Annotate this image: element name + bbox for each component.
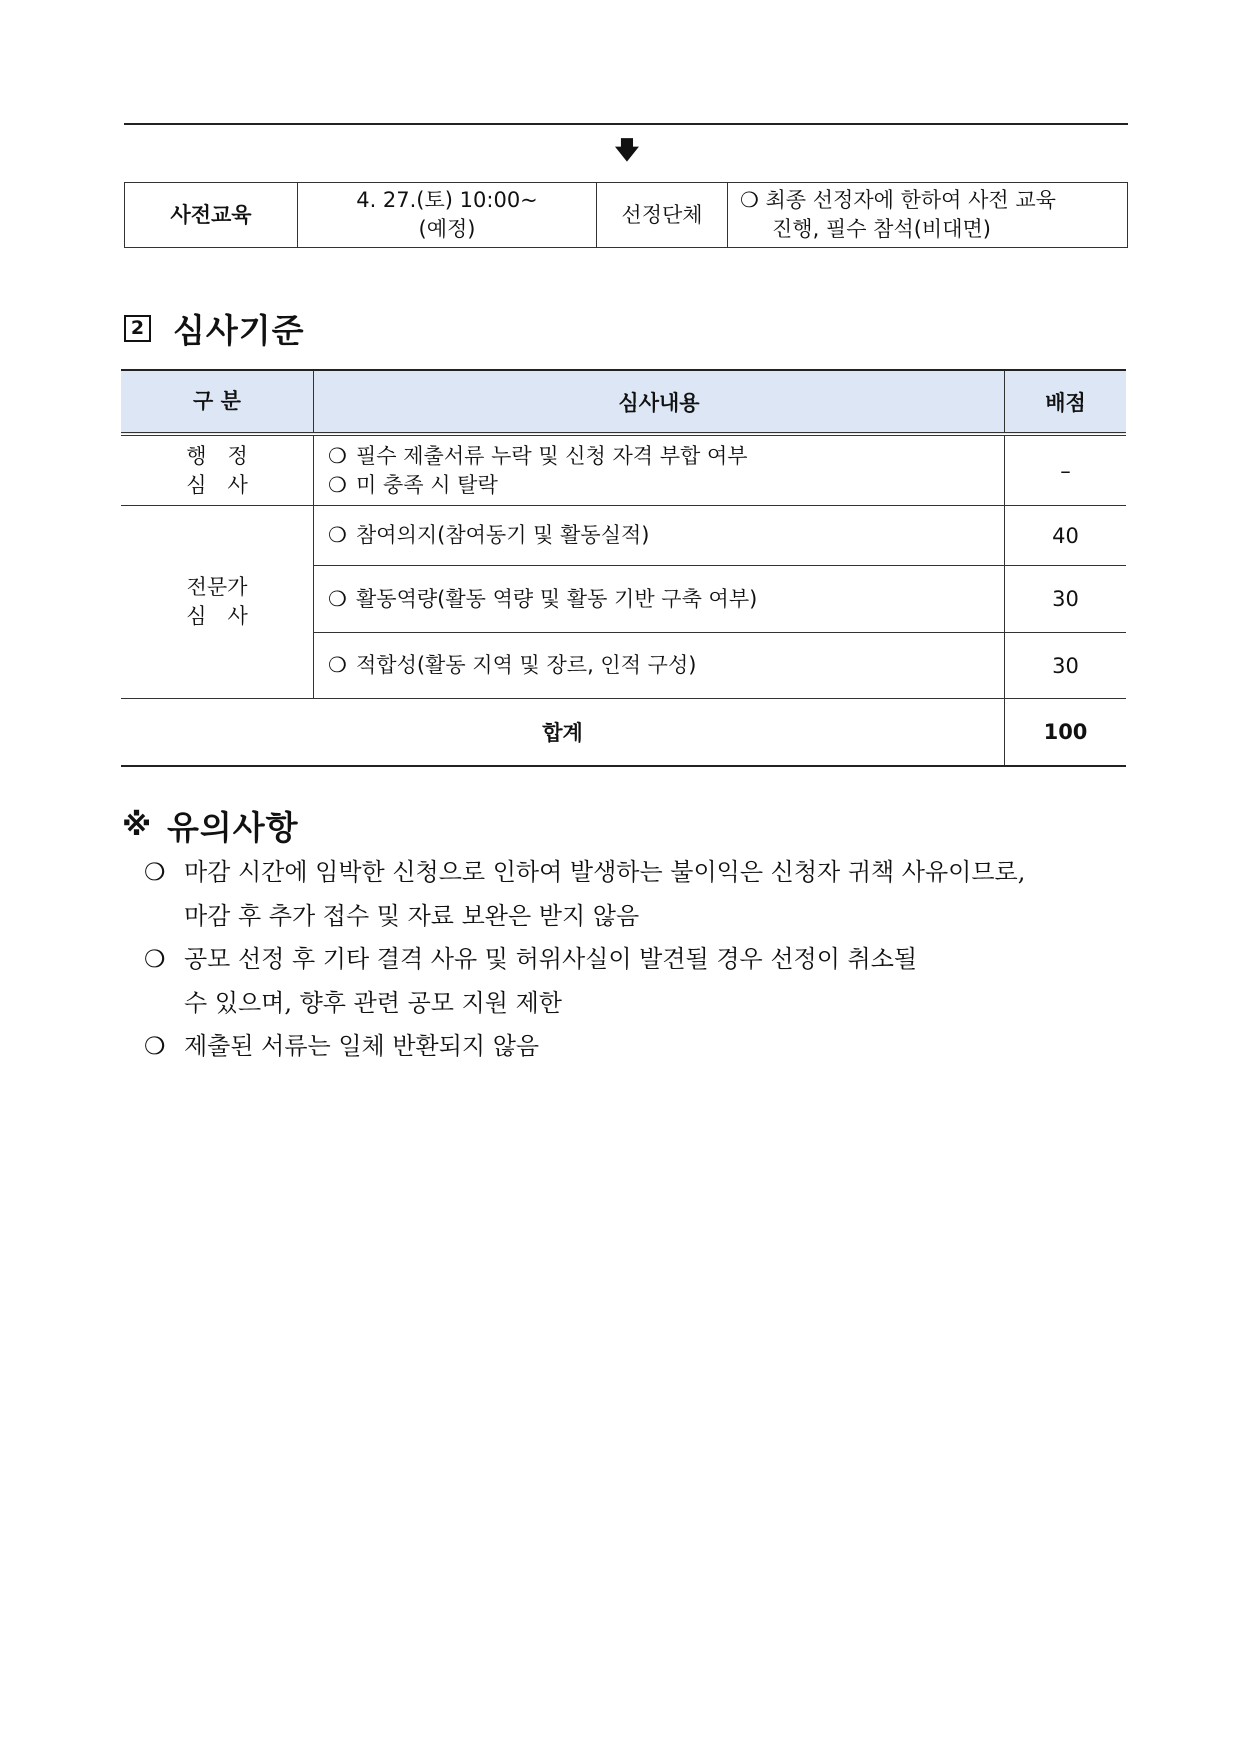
schedule-date-line1: 4. 27.(토) 10:00~: [356, 188, 538, 212]
schedule-note: [728, 183, 1128, 248]
bullet-icon: ❍: [144, 1032, 166, 1060]
content-item: ❍ 참여의지(참여동기 및 활동실적): [314, 506, 1005, 566]
header-points: 배점: [1005, 370, 1127, 434]
schedule-stage: 사전교육: [125, 183, 298, 248]
notes-list: [144, 851, 1134, 1069]
list-item: ❍ 공모 선정 후 기타 결격 사유 및 허위사실이 발견될 경우 선정이 취소될 수 있으며, 향후 관련 공모 지원 제한: [144, 938, 1134, 1025]
points-admin: –: [1005, 434, 1127, 506]
notes-title: 유의사항: [167, 807, 299, 847]
table-row: [121, 506, 1126, 566]
schedule-date: [298, 183, 597, 248]
schedule-note-line1: ❍ 최종 선정자에 한하여 사전 교육: [740, 188, 1056, 212]
bullet-icon: ❍: [328, 443, 347, 468]
bullet-icon: ❍: [144, 858, 166, 886]
bullet-icon: ❍: [144, 945, 166, 973]
category-expert: 전문가 심 사: [121, 506, 314, 699]
schedule-table: [124, 182, 1128, 248]
list-item: ❍ 제출된 서류는 일체 반환되지 않음: [144, 1025, 1134, 1069]
bullet-icon: ❍: [328, 586, 347, 611]
category-admin: 행 정 심 사: [121, 434, 314, 506]
content-admin: ❍ 필수 제출서류 누락 및 신청 자격 부합 여부 ❍ 미 충족 시 탈락: [314, 434, 1005, 506]
total-points: 100: [1043, 720, 1088, 744]
points-item: 30: [1005, 633, 1127, 699]
total-row: [121, 699, 1126, 767]
criteria-heading: [124, 306, 305, 350]
criteria-title: 심사기준: [173, 310, 305, 350]
schedule-target: 선정단체: [597, 183, 728, 248]
header-category: 구 분: [121, 370, 314, 434]
list-item: ❍ 마감 시간에 임박한 신청으로 인하여 발생하는 불이익은 신청자 귀책 사유이므로, 마감 후 추가 접수 및 자료 보완은 받지 않음: [144, 851, 1134, 938]
bullet-icon: ❍: [328, 472, 347, 497]
down-arrow-icon: 🡇: [614, 136, 640, 164]
notes-heading: [122, 800, 299, 850]
content-item: ❍ 적합성(활동 지역 및 장르, 인적 구성): [314, 633, 1005, 699]
content-item: ❍ 활동역량(활동 역량 및 활동 기반 구축 여부): [314, 566, 1005, 633]
schedule-note-line2: 진행, 필수 참석(비대면): [772, 217, 991, 241]
total-label: 합계: [121, 699, 1005, 767]
table-row: [121, 434, 1126, 506]
schedule-row: [125, 183, 1128, 248]
criteria-header-row: [121, 370, 1126, 434]
schedule-date-line2: (예정): [418, 217, 476, 241]
section-number-badge: 2: [124, 315, 151, 342]
top-divider: [124, 123, 1128, 125]
bullet-icon: ❍: [740, 188, 759, 212]
reference-mark-icon: ※: [122, 807, 152, 843]
points-item: 40: [1005, 506, 1127, 566]
header-content: 심사내용: [314, 370, 1005, 434]
points-item: 30: [1005, 566, 1127, 633]
bullet-icon: ❍: [328, 653, 347, 677]
criteria-table: [121, 369, 1126, 767]
bullet-icon: ❍: [328, 523, 347, 547]
